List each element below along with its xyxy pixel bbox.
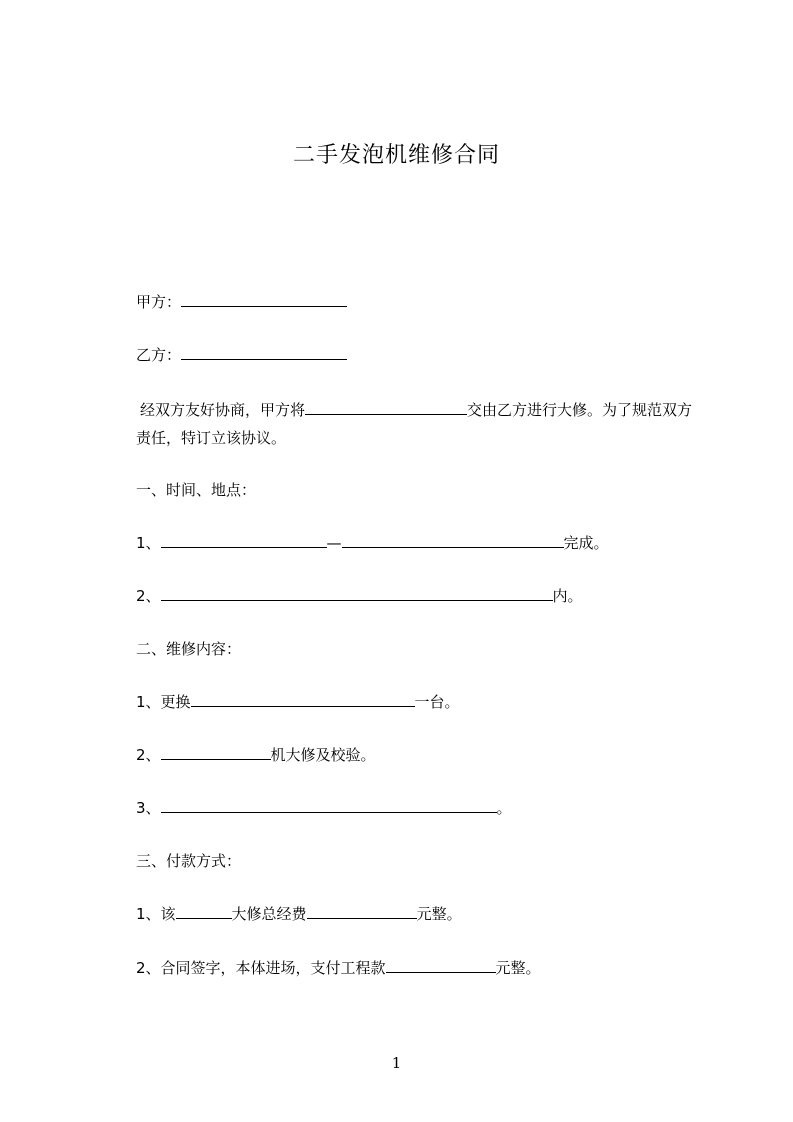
section-2-heading: 二、维修内容： (136, 640, 242, 658)
replace-item-suffix: 一台。 (414, 693, 460, 711)
intro-text-after: 交由乙方进行大修。为了规范双方责任，特订立该协议。 (136, 401, 693, 447)
other-item-suffix: 。 (496, 799, 512, 817)
equipment-blank[interactable] (305, 398, 467, 415)
section-1-heading: 一、时间、地点： (136, 481, 257, 499)
location-item-prefix: 2、 (136, 587, 161, 605)
payment-prefix: 2、合同签字，本体进场，支付工程款 (136, 959, 386, 977)
other-content-blank[interactable] (161, 796, 497, 813)
time-item-dash: — (326, 534, 342, 552)
total-cost-middle: 大修总经费 (231, 905, 307, 923)
end-date-blank[interactable] (342, 531, 564, 548)
machine-blank[interactable] (161, 743, 271, 760)
document-title: 二手发泡机维修合同 (292, 143, 500, 168)
time-item (136, 531, 609, 555)
replace-part-blank[interactable] (191, 690, 415, 707)
overhaul-item-prefix: 2、 (136, 746, 161, 764)
other-item-prefix: 3、 (136, 799, 161, 817)
payment-suffix: 元整。 (495, 959, 541, 977)
total-cost-suffix: 元整。 (416, 905, 462, 923)
start-date-blank[interactable] (161, 531, 327, 548)
location-item-suffix: 内。 (552, 587, 583, 605)
party-a-label: 甲方： (136, 293, 182, 311)
section-3-heading: 三、付款方式： (136, 852, 242, 870)
party-a-blank[interactable] (181, 290, 347, 307)
intro-paragraph (136, 396, 706, 452)
location-item (136, 584, 583, 608)
page-number: 1 (391, 1054, 402, 1072)
party-a-line (136, 290, 347, 314)
total-cost-prefix: 1、该 (136, 905, 176, 923)
equipment-name-blank[interactable] (176, 902, 232, 919)
party-b-line (136, 343, 347, 367)
payment-amount-blank[interactable] (386, 956, 496, 973)
party-b-blank[interactable] (181, 343, 347, 360)
total-cost-blank[interactable] (307, 902, 417, 919)
payment-item (136, 956, 541, 980)
replace-item (136, 690, 460, 714)
time-item-prefix: 1、 (136, 534, 161, 552)
location-blank[interactable] (161, 584, 553, 601)
intro-text-before: 经双方友好协商，甲方将 (140, 401, 306, 419)
party-b-label: 乙方： (136, 346, 182, 364)
replace-item-prefix: 1、更换 (136, 693, 191, 711)
total-cost-item (136, 902, 462, 926)
overhaul-item-suffix: 机大修及校验。 (270, 746, 376, 764)
overhaul-item (136, 743, 376, 767)
time-item-suffix: 完成。 (563, 534, 609, 552)
other-item (136, 796, 512, 820)
